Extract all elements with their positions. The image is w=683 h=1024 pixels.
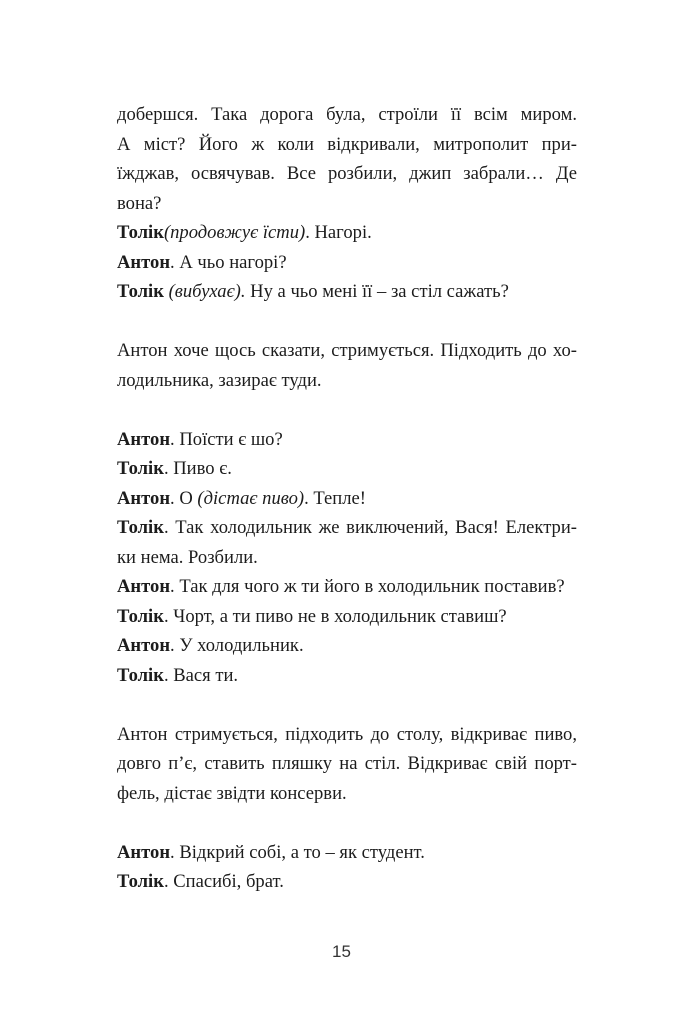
- dialogue-text: Ну а чьо мені її – за стіл сажать?: [245, 281, 509, 302]
- dialogue-text: . Спасибі, брат.: [163, 871, 284, 892]
- prose-line: А міст? Його ж коли відкривали, митрополит при-: [117, 133, 577, 155]
- dialogue-line: [117, 867, 577, 897]
- speaker-name: Антон: [117, 635, 171, 656]
- stage-direction-line: Антон хоче щось сказати, стримується. Підходить до хо-: [117, 340, 577, 361]
- dialogue-line: [117, 248, 577, 278]
- speaker-name: Антон: [117, 251, 171, 273]
- dialogue-text: . У холодильник.: [170, 635, 304, 656]
- dialogue-text: . Вася ти.: [163, 664, 239, 686]
- dialogue-line: [117, 454, 577, 484]
- stage-direction: (продовжує їсти): [163, 222, 306, 243]
- stage-direction-line: Антон стримується, підходить до столу, відкриває пиво,: [117, 723, 577, 745]
- page-text-body: [117, 100, 577, 897]
- dialogue-line: [117, 602, 577, 632]
- speaker-name: Антон: [117, 428, 171, 450]
- speaker-name: Толік: [117, 871, 164, 892]
- dialogue-text: . Тепле!: [304, 487, 366, 509]
- speaker-name: Толік: [117, 222, 164, 243]
- speaker-name: Толік: [117, 517, 164, 538]
- dialogue-text: . Поїсти є шо?: [170, 428, 283, 450]
- dialogue-line: [117, 838, 577, 868]
- dialogue-line: [117, 513, 577, 543]
- page-number: 15: [332, 942, 351, 961]
- dialogue-line: [117, 484, 577, 514]
- paragraph-gap: [117, 690, 577, 720]
- dialogue-text: . Так холодильник же виключений, Вася! Електри-: [163, 517, 577, 538]
- prose-line: їжджав, освячував. Все розбили, джип забрали… Де: [117, 163, 577, 184]
- paragraph-gap: [117, 307, 577, 337]
- dialogue-continuation: ки нема. Розбили.: [117, 546, 258, 568]
- speaker-name: Толік: [117, 281, 164, 302]
- dialogue-line: [117, 661, 577, 691]
- stage-direction-line: фель, дістає звідти консерви.: [117, 782, 347, 804]
- dialogue-line: [117, 425, 577, 455]
- speaker-name: Толік: [117, 458, 164, 479]
- stage-direction: (вибухає).: [168, 281, 246, 302]
- dialogue-line: [117, 572, 577, 602]
- dialogue-line: [117, 277, 577, 307]
- speaker-name: Толік: [117, 605, 164, 627]
- speaker-name: Антон: [117, 841, 171, 863]
- speaker-name: Антон: [117, 487, 171, 509]
- prose-line: вона?: [117, 192, 162, 214]
- stage-direction-line: довго п’є, ставить пляшку на стіл. Відкриває свій порт-: [117, 753, 577, 774]
- prose-line: добершся. Така дорога була, строїли її всім миром.: [117, 104, 577, 125]
- dialogue-text: . Відкрий собі, а то – як студент.: [170, 841, 425, 863]
- stage-direction-line: лодильника, зазирає туди.: [117, 369, 322, 391]
- dialogue-text: . Нагорі.: [305, 222, 372, 243]
- paragraph-gap: [117, 395, 577, 425]
- dialogue-text: . О: [170, 487, 198, 509]
- dialogue-text: . Пиво є.: [163, 458, 232, 479]
- paragraph-gap: [117, 808, 577, 838]
- speaker-name: Антон: [117, 576, 171, 597]
- speaker-name: Толік: [117, 664, 164, 686]
- dialogue-line: [117, 631, 577, 661]
- dialogue-text: . Чорт, а ти пиво не в холодильник ставиш?: [163, 605, 507, 627]
- dialogue-line: [117, 218, 577, 248]
- stage-direction: (дістає пиво): [197, 487, 305, 509]
- dialogue-text: . Так для чого ж ти його в холодильник поставив?: [170, 576, 565, 597]
- dialogue-text: . А чьо нагорі?: [170, 251, 287, 273]
